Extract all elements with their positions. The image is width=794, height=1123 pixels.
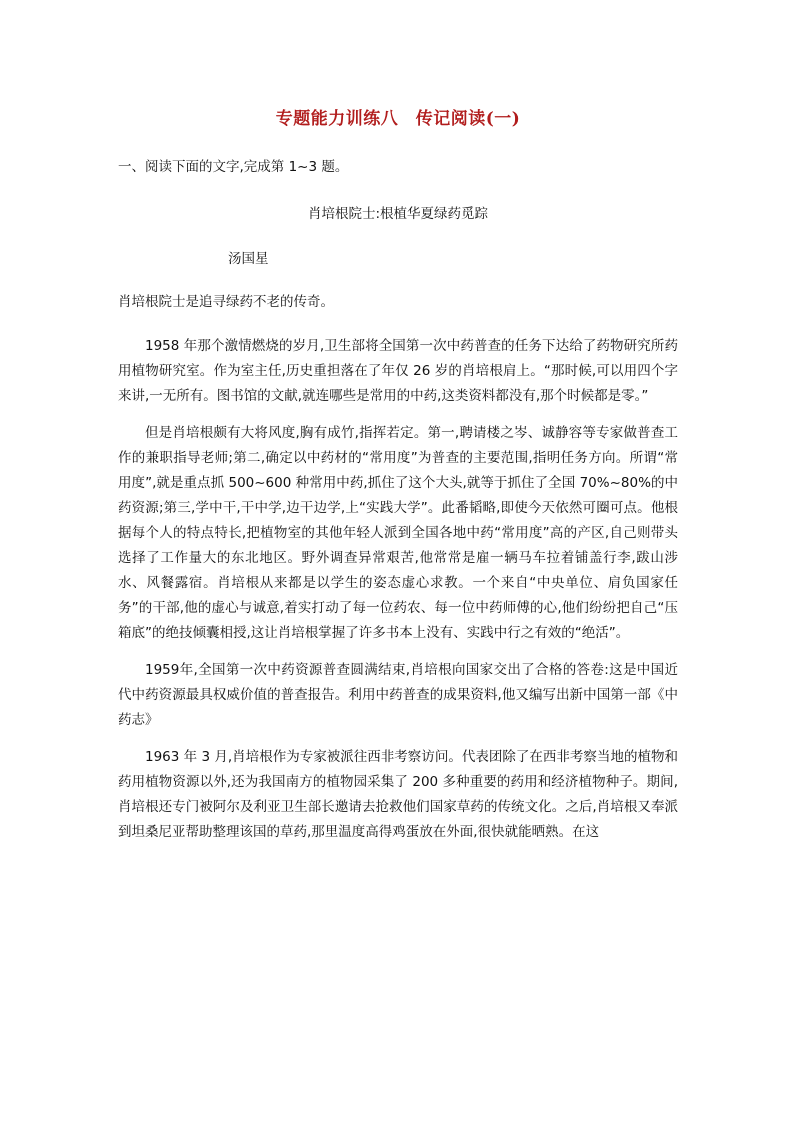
body-paragraph-1: 1958 年那个激情燃烧的岁月,卫生部将全国第一次中药普查的任务下达给了药物研究所药用植物研究室。作为室主任,历史重担落在了年仅 26 岁的肖培根肩上。“那时候,可以用四个字来讲,一无所有。图书馆的文献,就连哪些是常用的中药,这类资料都没有,那个时候都是零。” (118, 338, 678, 404)
question-instruction: 一、阅读下面的文字,完成第 1~3 题。 (118, 159, 349, 175)
body-paragraph-4: 1963 年 3 月,肖培根作为专家被派往西非考察访问。代表团除了在西非考察当地的植物和药用植物资源以外,还为我国南方的植物园采集了 200 多种重要的药用和经济植物种子。期间,肖培根还专门被阿尔及利亚卫生部长邀请去抢救他们国家草药的传统文化。之后,肖培根又奉派到坦桑尼亚帮助整理该国的草药,那里温度高得鸡蛋放在外面,很快就能晒熟。在这 (118, 749, 678, 840)
body-paragraph-2: 但是肖培根颇有大将风度,胸有成竹,指挥若定。第一,聘请楼之岑、诚静容等专家做普查工作的兼职指导老师;第二,确定以中药材的“常用度”为普查的主要范围,指明任务方向。所谓“常用度”,就是重点抓 500~600 种常用中药,抓住了这个大头,就等于抓住了全国 70%~80%的中药资源;第三,学中干,干中学,边干边学,上“实践大学”。此番韬略,即使今天依然可圈可点。他根据每个人的特点特长,把植物室的其他年轻人派到全国各地中药“常用度”高的产区,自己则带头选择了工作量大的东北地区。野外调查异常艰苦,他常常是雇一辆马车拉着铺盖行李,跋山涉水、风餐露宿。肖培根从来都是以学生的姿态虚心求教。一个来自“中央单位、肩负国家任务”的干部,他的虚心与诚意,着实打动了每一位药农、每一位中药师傅的心,他们纷纷把自己“压箱底”的绝技倾囊相授,这让肖培根掌握了许多书本上没有、实践中行之有效的“绝活”。 (118, 425, 678, 641)
body-paragraph-3: 1959年,全国第一次中药资源普查圆满结束,肖培根向国家交出了合格的答卷:这是中国近代中药资源最具权威价值的普查报告。利用中药普查的成果资料,他又编写出新中国第一部《中药志》 (118, 662, 678, 728)
document-title: 专题能力训练八 传记阅读(一) (275, 109, 521, 129)
article-title: 肖培根院士:根植华夏绿药觅踪 (307, 206, 489, 222)
article-author: 汤国星 (228, 251, 269, 267)
intro-sentence: 肖培根院士是追寻绿药不老的传奇。 (118, 294, 334, 310)
article-body (118, 334, 678, 857)
